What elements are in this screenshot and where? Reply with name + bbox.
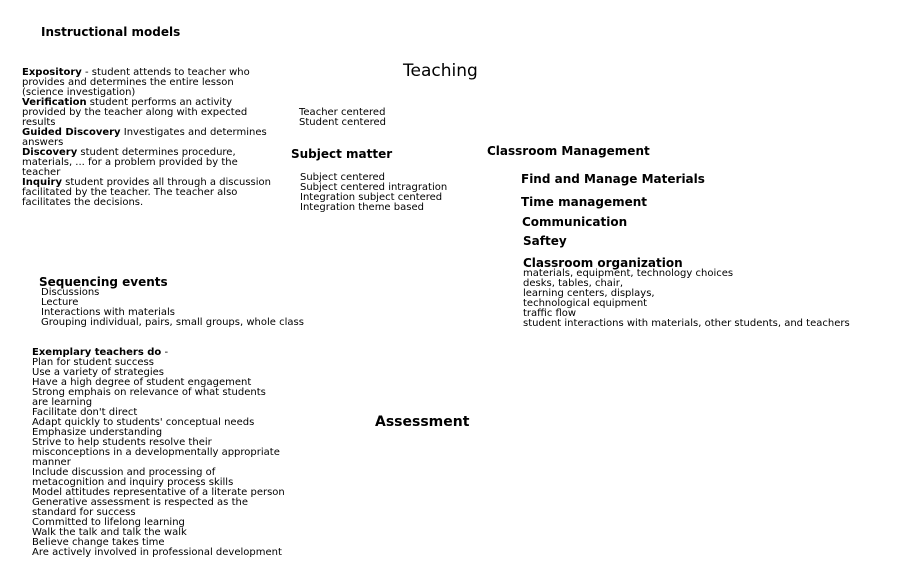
find-manage-materials-node: Find and Manage Materials	[521, 172, 705, 186]
organization-item: student interactions with materials, other students, and teachers	[523, 318, 850, 329]
instructional-line: Discovery student determines procedure,	[22, 147, 236, 158]
instructional-line: facilitates the decisions.	[22, 197, 144, 208]
sequencing-events-title: Sequencing events	[39, 275, 168, 289]
sequencing-item: Lecture	[41, 297, 79, 308]
instructional-models-title: Instructional models	[41, 25, 181, 39]
sequencing-events-list	[41, 288, 304, 328]
subject-matter-item: Subject centered intragration	[300, 182, 448, 193]
teacher-student-list	[299, 108, 386, 128]
subject-matter-item: Integration theme based	[300, 202, 424, 213]
safety-node: Saftey	[523, 234, 567, 248]
time-management-node: Time management	[521, 195, 648, 209]
organization-item: desks, tables, chair,	[523, 278, 623, 289]
classroom-organization-title: Classroom organization	[523, 256, 683, 270]
sequencing-item: Interactions with materials	[41, 307, 175, 318]
subject-matter-item: Subject centered	[300, 172, 386, 183]
student-centered-item: Student centered	[299, 117, 386, 128]
organization-item: traffic flow	[523, 308, 577, 319]
sequencing-item: Discussions	[41, 287, 100, 298]
exemplary-item: Strong emphais on relevance of what students	[32, 387, 266, 398]
teacher-centered-item: Teacher centered	[299, 107, 386, 118]
exemplary-item: Adapt quickly to students' conceptual needs	[32, 417, 255, 428]
exemplary-item: misconceptions in a developmentally appropriate	[32, 447, 280, 458]
exemplary-teachers-list	[32, 358, 285, 558]
exemplary-item: Plan for student success	[32, 357, 154, 368]
assessment-title: Assessment	[375, 414, 470, 430]
subject-matter-title: Subject matter	[291, 147, 393, 161]
exemplary-item: Strive to help students resolve their	[32, 437, 212, 448]
instructional-line: (science investigation)	[22, 87, 136, 98]
organization-item: technological equipment	[523, 298, 648, 309]
classroom-organization-list	[523, 269, 850, 329]
instructional-line: Expository - student attends to teacher who	[22, 67, 250, 78]
exemplary-item: Are actively involved in professional development	[32, 547, 282, 558]
exemplary-item: Include discussion and processing of	[32, 467, 216, 478]
sequencing-item: Grouping individual, pairs, small groups, whole class	[41, 317, 304, 328]
subject-matter-item: Integration subject centered	[300, 192, 443, 203]
exemplary-item: manner	[32, 457, 71, 468]
instructional-line: provided by the teacher along with expected	[22, 107, 248, 118]
exemplary-item: Committed to lifelong learning	[32, 517, 185, 528]
exemplary-item: Believe change takes time	[32, 537, 165, 548]
instructional-line: results	[22, 117, 56, 128]
instructional-models-list	[22, 68, 271, 208]
classroom-management-title: Classroom Management	[487, 144, 650, 158]
instructional-line: Guided Discovery Investigates and determines	[22, 127, 267, 138]
exemplary-teachers-title: Exemplary teachers do -	[32, 347, 169, 358]
communication-node: Communication	[522, 215, 628, 229]
instructional-line: facilitated by the teacher. The teacher also	[22, 187, 238, 198]
exemplary-item: Generative assessment is respected as the	[32, 497, 248, 508]
organization-item: learning centers, displays,	[523, 288, 655, 299]
exemplary-item: metacognition and inquiry process skills	[32, 477, 234, 488]
exemplary-item: Facilitate don't direct	[32, 407, 138, 418]
exemplary-item: Walk the talk and talk the walk	[32, 527, 187, 538]
instructional-line: provides and determines the entire lesson	[22, 77, 234, 88]
exemplary-item: Model attitudes representative of a literate person	[32, 487, 285, 498]
exemplary-item: are learning	[32, 397, 93, 408]
central-topic-teaching: Teaching	[403, 61, 478, 81]
instructional-line: materials, ... for a problem provided by the	[22, 157, 238, 168]
organization-item: materials, equipment, technology choices	[523, 268, 734, 279]
exemplary-item: Emphasize understanding	[32, 427, 163, 438]
instructional-line: Verification student performs an activity	[22, 97, 233, 108]
instructional-line: Inquiry student provides all through a discussion	[22, 177, 271, 188]
instructional-line: teacher	[22, 167, 61, 178]
subject-matter-list	[300, 173, 447, 213]
exemplary-item: Have a high degree of student engagement	[32, 377, 252, 388]
exemplary-item: Use a variety of strategies	[32, 367, 165, 378]
instructional-line: answers	[22, 137, 64, 148]
exemplary-item: standard for success	[32, 507, 136, 518]
